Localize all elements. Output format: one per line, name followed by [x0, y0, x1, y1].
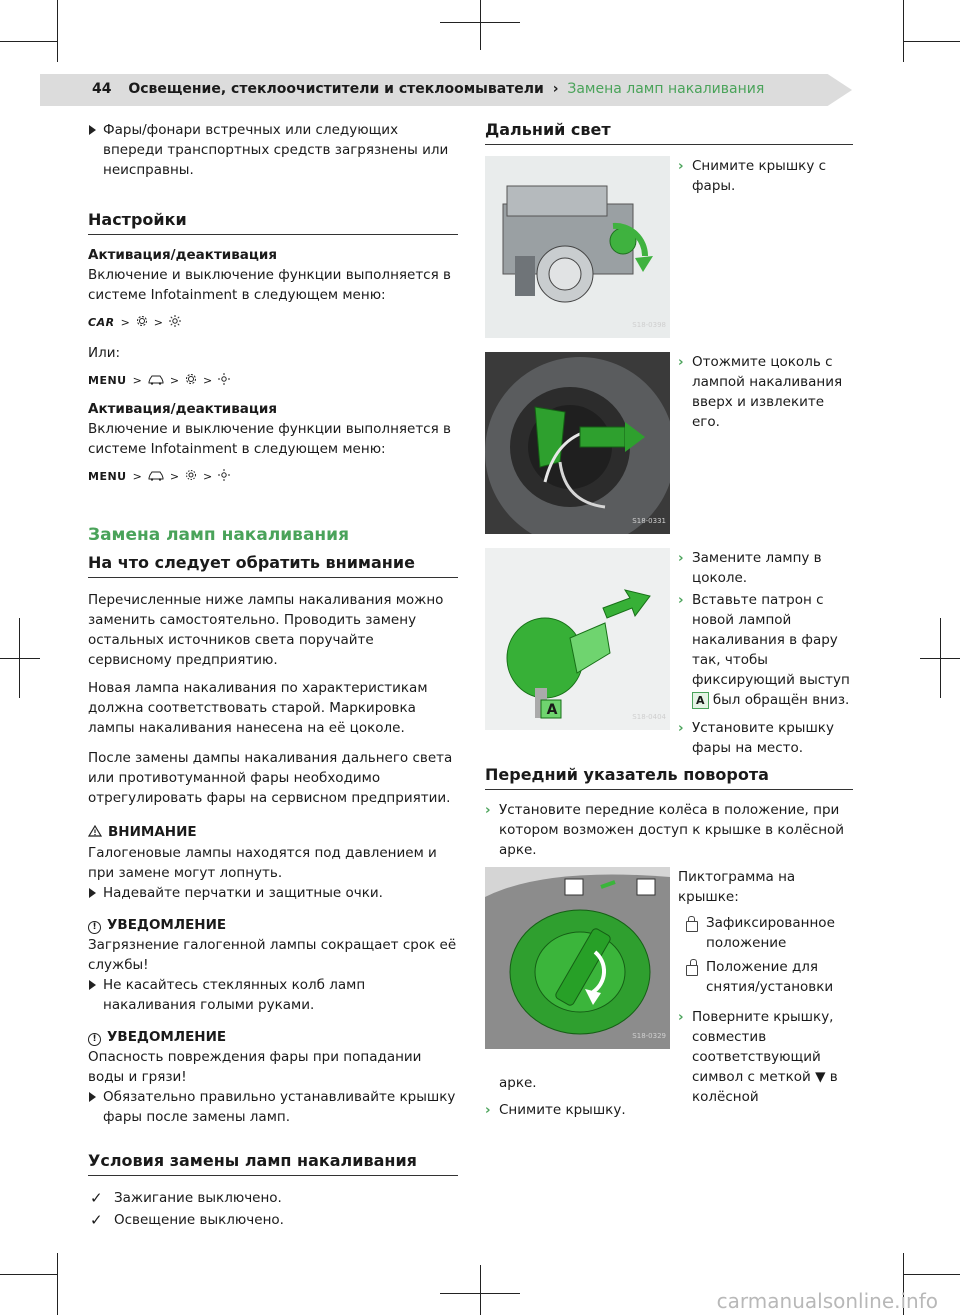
step-item: [678, 548, 853, 588]
step-bullet: ›: [678, 550, 684, 566]
bulb-insert-illustration: [485, 548, 670, 730]
list-item: [88, 1210, 458, 1230]
step-item: [678, 156, 853, 196]
figure-code: S18-0331: [632, 517, 666, 525]
figure-bulb-insert: [485, 548, 670, 730]
crop-mark: [920, 658, 960, 659]
chevron-icon: >: [169, 374, 180, 387]
step-bullet: ›: [678, 354, 684, 370]
activation-title-2: Активация/деактивация: [88, 401, 278, 417]
condition-text: Зажигание выключено.: [114, 1190, 282, 1206]
locked-text: Зафиксированное положение: [706, 915, 835, 951]
figure-wheel-arch-cover: [485, 867, 670, 1049]
crop-mark: [57, 0, 58, 62]
step-item: [678, 718, 853, 758]
step-bullet: ›: [485, 1102, 491, 1118]
wheel-arch-illustration: [485, 867, 670, 1049]
car-label: CAR: [88, 316, 115, 329]
crop-mark: [903, 0, 904, 62]
or-text: Или:: [88, 345, 121, 361]
intro-item: Фары/фонари встречных или следующих впереди транспортных средств загрязнены или неисправны.: [88, 120, 458, 180]
notice-text-2: Опасность повреждения фары при попадании воды и грязи!: [88, 1049, 422, 1085]
activation-text-1: Включение и выключение функции выполняется в системе Infotainment в следующем меню:: [88, 267, 451, 303]
crop-mark: [480, 1265, 481, 1315]
step-text: Замените лампу в цоколе.: [692, 550, 822, 586]
menu-label: MENU: [88, 470, 127, 483]
notice-title-text: УВЕДОМЛЕНИЕ: [107, 1029, 227, 1045]
replace-paragraph-2: Новая лампа накаливания по характеристикам должна соответствовать старой. Маркировка лампы накаливания нанесена на её цоколе.: [88, 680, 428, 736]
chevron-icon: >: [203, 374, 213, 387]
crop-mark: [440, 1293, 520, 1294]
list-item: [678, 957, 853, 997]
high-beam-heading: Дальний свет: [485, 120, 853, 145]
notice-title-2: [88, 1027, 458, 1047]
chevron-icon: >: [132, 470, 142, 483]
figure-2-steps: [678, 352, 853, 432]
step-text: Отожмите цоколь с лампой накаливания вверх и извлеките его.: [692, 354, 843, 430]
warning-title-text: ВНИМАНИЕ: [108, 824, 197, 840]
figure-bulb-removal: [485, 352, 670, 534]
notice-title-1: [88, 915, 458, 935]
warning-triangle-icon: [88, 823, 102, 843]
bulb-socket-illustration: [485, 352, 670, 534]
menu-path-3: [88, 467, 458, 487]
crop-mark: [903, 1274, 960, 1275]
lock-open-icon: [686, 965, 698, 976]
condition-text: Освещение выключено.: [114, 1212, 284, 1228]
notice-icon: !: [88, 921, 101, 934]
headlight-illustration: [485, 156, 670, 338]
step-item: [678, 352, 853, 432]
crop-mark: [0, 41, 57, 42]
figure-code: S18-0404: [632, 713, 666, 721]
header-separator: ›: [552, 81, 559, 97]
header-current-section: Замена ламп накаливания: [567, 81, 765, 97]
left-column: [88, 120, 458, 1230]
crop-mark: [440, 22, 520, 23]
warning-title: [88, 822, 458, 843]
figure-code: S18-0329: [632, 1032, 666, 1040]
activation-text-2: Включение и выключение функции выполняется в системе Infotainment в следующем меню:: [88, 421, 451, 457]
badge-a: A: [692, 692, 709, 709]
notice-text-1: Загрязнение галогенной лампы сокращает срок её службы!: [88, 937, 457, 973]
right-column: [485, 120, 853, 1120]
watermark: carmanualsonline.info: [716, 1289, 938, 1313]
crop-mark: [903, 41, 960, 42]
step-text: в колёсной: [692, 1069, 838, 1105]
figure-code: S18-0398: [632, 321, 666, 329]
menu-path-1: [88, 313, 458, 333]
step-bullet: ›: [678, 720, 684, 736]
page-number: 44: [92, 81, 112, 97]
step-bullet: ›: [678, 158, 684, 174]
step-bullet: ›: [678, 1009, 684, 1025]
step-bullet: ›: [678, 592, 684, 608]
check-icon: ✓: [90, 1189, 103, 1207]
step-text: Установите передние колёса в положение, при котором возможен доступ к крышке в колёсной арке.: [499, 802, 845, 858]
notice-block-1: [88, 915, 458, 1015]
conditions-list: [88, 1188, 458, 1230]
notice-icon: !: [88, 1033, 101, 1046]
step-text: был обращён вниз.: [712, 692, 850, 708]
light-icon: [169, 313, 181, 333]
chevron-icon: >: [153, 316, 163, 329]
replace-paragraph-3: После замены дампы накаливания дальнего света или противотуманной фары необходимо отрегулировать фары на сервисном предприятии.: [88, 750, 453, 806]
step-item: [485, 800, 859, 860]
step-item: [485, 1100, 859, 1120]
step-item: [678, 590, 853, 710]
turn-signal-heading: Передний указатель поворота: [485, 765, 853, 790]
list-item: [88, 1188, 458, 1208]
crop-mark: [480, 0, 481, 50]
figure-headlight-cover: [485, 156, 670, 338]
notice-item-1: Не касайтесь стеклянных колб ламп накаливания голыми руками.: [88, 975, 458, 1015]
figure-3-steps: [678, 548, 853, 758]
figure-1-steps: [678, 156, 853, 196]
light-icon: [218, 371, 230, 391]
crop-mark: [0, 658, 40, 659]
notice-title-text: УВЕДОМЛЕНИЕ: [107, 917, 227, 933]
list-item: [678, 913, 853, 953]
warning-item: Надевайте перчатки и защитные очки.: [88, 883, 458, 903]
running-header: [92, 81, 764, 97]
step-text: Установите крышку фары на место.: [692, 720, 834, 756]
settings-heading: Настройки: [88, 210, 458, 235]
settings-cog-icon: [185, 467, 197, 487]
notice-item-2: Обязательно правильно устанавливайте крышку фары после замены ламп.: [88, 1087, 458, 1127]
attention-heading: На что следует обратить внимание: [88, 553, 458, 578]
light-icon: [218, 467, 230, 487]
pictogram-title: Пиктограмма на крышке:: [678, 869, 796, 905]
marker-triangle-icon: ▼: [815, 1069, 826, 1085]
replace-paragraph-1: Перечисленные ниже лампы накаливания можно заменить самостоятельно. Проводить замену остальных источников света поручайте сервисному предприятию.: [88, 592, 444, 668]
step-bullet: ›: [485, 802, 491, 818]
lock-closed-icon: [686, 921, 698, 932]
figure-4-text: [678, 867, 853, 1107]
chevron-icon: >: [120, 316, 130, 329]
settings-gear-icon: [185, 371, 197, 391]
car-icon: [148, 467, 164, 487]
warning-block: [88, 822, 458, 903]
step-text: Снимите крышку с фары.: [692, 158, 827, 194]
chevron-icon: >: [132, 374, 142, 387]
step-item: [678, 1007, 853, 1107]
menu-path-2: [88, 371, 458, 391]
chevron-icon: >: [169, 470, 180, 483]
step-text: Вставьте патрон с новой лампой накаливания в фару так, чтобы фиксирующий выступ: [692, 592, 850, 688]
section-title: Замена ламп накаливания: [88, 525, 349, 545]
crop-mark: [57, 1253, 58, 1315]
settings-gear-icon: [136, 313, 148, 333]
step-text: Снимите крышку.: [499, 1102, 626, 1118]
unlocked-text: Положение для снятия/установки: [706, 959, 834, 995]
header-section: Освещение, стеклоочистители и стеклоомыватели: [128, 81, 544, 97]
step-text: Поверните крышку, совместив соответствующий символ с меткой: [692, 1009, 834, 1085]
warning-text: Галогеновые лампы находятся под давлением и при замене могут лопнуть.: [88, 845, 437, 881]
figure-label-a: A: [546, 702, 558, 718]
check-icon: ✓: [90, 1211, 103, 1229]
chevron-icon: >: [203, 470, 213, 483]
crop-mark: [0, 1274, 57, 1275]
notice-block-2: [88, 1027, 458, 1127]
car-icon: [148, 371, 164, 391]
menu-label: MENU: [88, 374, 127, 387]
step-continuation: арке.: [499, 1075, 537, 1091]
activation-title-1: Активация/деактивация: [88, 247, 278, 263]
conditions-heading: Условия замены ламп накаливания: [88, 1151, 458, 1176]
